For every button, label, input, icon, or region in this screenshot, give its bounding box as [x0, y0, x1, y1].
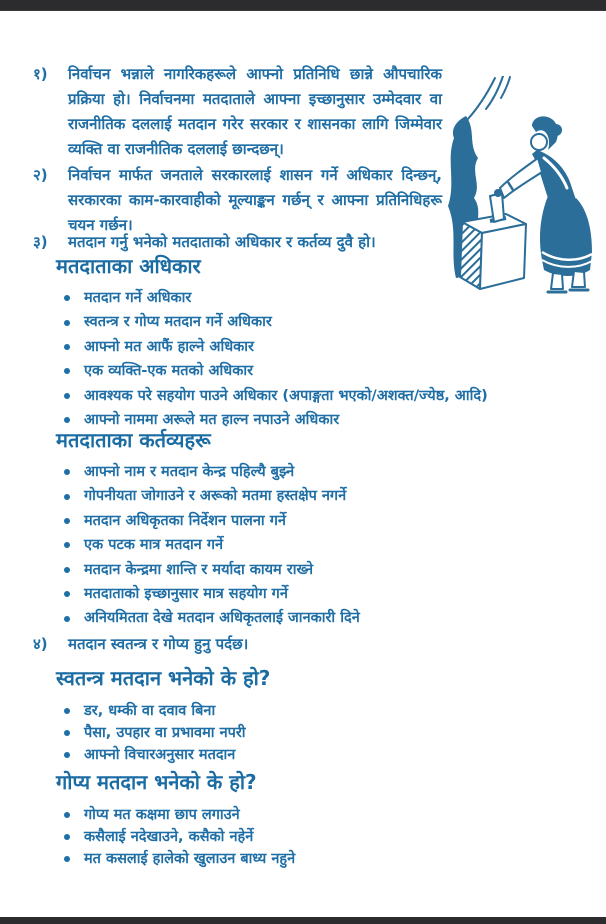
bullet-text: आवश्यक परे सहयोग पाउने अधिकार (अपाङ्गता भएको/अशक्त/ज्येष्ठ, आदि) [84, 387, 488, 404]
bullet-item [62, 359, 488, 383]
bullet-item [62, 804, 295, 826]
letterbox-top-bar [0, 0, 606, 11]
bullet-text: पैसा, उपहार वा प्रभावमा नपरी [84, 725, 246, 741]
bullet-list-secret-voting [62, 804, 295, 870]
bullet-dot [64, 834, 70, 840]
bullet-list-free-voting [62, 700, 246, 766]
bullet-text: मतदाताको इच्छानुसार मात्र सहयोग गर्ने [84, 585, 288, 602]
bullet-item [62, 744, 246, 766]
bullet-text: मतदान गर्ने अधिकार [84, 290, 192, 306]
woman-casting-vote-illustration [440, 76, 604, 302]
bullet-text: आफ्नो नाममा अरूले मत हाल्न नपाउने अधिकार [84, 411, 340, 428]
bullet-item [62, 384, 488, 408]
bullet-text: आफ्नो मत आफैं हाल्ने अधिकार [84, 338, 254, 355]
bullet-item [62, 700, 246, 722]
bullet-item [62, 484, 360, 508]
bullet-text: मतदान अधिकृतका निर्देशन पालना गर्ने [84, 512, 286, 529]
bullet-text: मतदान केन्द्रमा शान्ति र मर्यादा कायम राख्ने [84, 561, 314, 578]
numbered-item-2 [33, 163, 442, 238]
numbered-item-4 [33, 632, 568, 657]
item-text: निर्वाचन मार्फत जनताले सरकारलाई शासन गर्ने अधिकार दिन्छन्, सरकारका काम-कारवाहीको मूल्याङ्कन गर्छन् र आफ्ना प्रतिनिधिहरू चयन गर्छन। [68, 166, 442, 234]
bullet-text: आफ्नो विचारअनुसार मतदान [84, 747, 236, 763]
bullet-dot [64, 567, 70, 573]
item-number: ३) [33, 233, 48, 251]
bullet-item [62, 558, 360, 582]
item-number: ४) [33, 635, 48, 653]
bullet-list-voter-duties [62, 460, 360, 631]
bullet-item [62, 286, 488, 310]
bullet-dot [64, 518, 70, 524]
bullet-dot [64, 542, 70, 548]
section-heading-secret-voting: गोप्य मतदान भनेको के हो? [56, 770, 257, 794]
bullet-item [62, 533, 360, 557]
bullet-item [62, 606, 360, 630]
item-text: मतदान स्वतन्त्र र गोप्य हुनु पर्दछ। [68, 635, 249, 653]
bullet-item [62, 509, 360, 533]
bullet-dot [64, 616, 70, 622]
bullet-text: एक पटक मात्र मतदान गर्ने [84, 537, 224, 554]
bullet-item [62, 460, 360, 484]
bullet-dot [64, 591, 70, 597]
bullet-text: डर, धम्की वा दवाव बिना [84, 703, 216, 719]
item-number: १) [33, 65, 48, 83]
section-heading-voter-rights: मतदाताका अधिकार [56, 254, 201, 278]
bullet-item [62, 848, 295, 870]
bullet-item [62, 582, 360, 606]
bullet-text: एक व्यक्ति-एक मतको अधिकार [84, 363, 254, 380]
bullet-text: स्वतन्त्र र गोप्य मतदान गर्ने अधिकार [84, 314, 272, 331]
bullet-dot [64, 368, 70, 374]
bullet-dot [64, 812, 70, 818]
bullet-list-voter-rights [62, 286, 488, 432]
bullet-dot [64, 344, 70, 350]
section-heading-voter-duties: मतदाताका कर्तव्यहरू [56, 428, 211, 452]
bullet-dot [64, 295, 70, 301]
item-text: मतदान गर्नु भनेको मतदाताको अधिकार र कर्तव्य दुवै हो। [68, 233, 376, 251]
bullet-dot [64, 708, 70, 714]
bullet-item [62, 310, 488, 334]
letterbox-bottom-bar [0, 917, 606, 924]
bullet-dot [64, 494, 70, 500]
bullet-dot [64, 393, 70, 399]
bullet-text: गोपनीयता जोगाउने र अरूको मतमा हस्तक्षेप नगर्ने [84, 488, 347, 505]
bullet-text: कसैलाई नदेखाउने, कसैको नहेर्ने [84, 829, 254, 845]
bullet-dot [64, 320, 70, 326]
item-number: २) [33, 166, 48, 184]
bullet-dot [64, 752, 70, 758]
bullet-item [62, 826, 295, 848]
bullet-dot [64, 856, 70, 862]
numbered-item-1 [33, 62, 442, 162]
bullet-dot [64, 417, 70, 423]
item-text: निर्वाचन भन्नाले नागरिकहरूले आफ्नो प्रतिनिधि छान्ने औपचारिक प्रक्रिया हो। निर्वाचनमा मतदाताले आफ्ना इच्छानुसार उम्मेदवार वा राजनीतिक दललाई मतदान गरेर सरकार र शासनका लागि जिम्मेवार व्यक्ति वा राजनीतिक दललाई छान्दछन्। [68, 65, 442, 158]
bullet-text: मत कसलाई हालेको खुलाउन बाध्य नहुने [84, 851, 296, 867]
bullet-text: गोप्य मत कक्षमा छाप लगाउने [84, 807, 240, 823]
bullet-text: अनियमितता देखे मतदान अधिकृतलाई जानकारी दिने [84, 610, 360, 627]
bullet-item [62, 335, 488, 359]
section-heading-free-voting: स्वतन्त्र मतदान भनेको के हो? [56, 666, 271, 690]
bullet-item [62, 722, 246, 744]
bullet-dot [64, 469, 70, 475]
bullet-dot [64, 730, 70, 736]
bullet-text: आफ्नो नाम र मतदान केन्द्र पहिल्यै बुझ्ने [84, 464, 295, 480]
